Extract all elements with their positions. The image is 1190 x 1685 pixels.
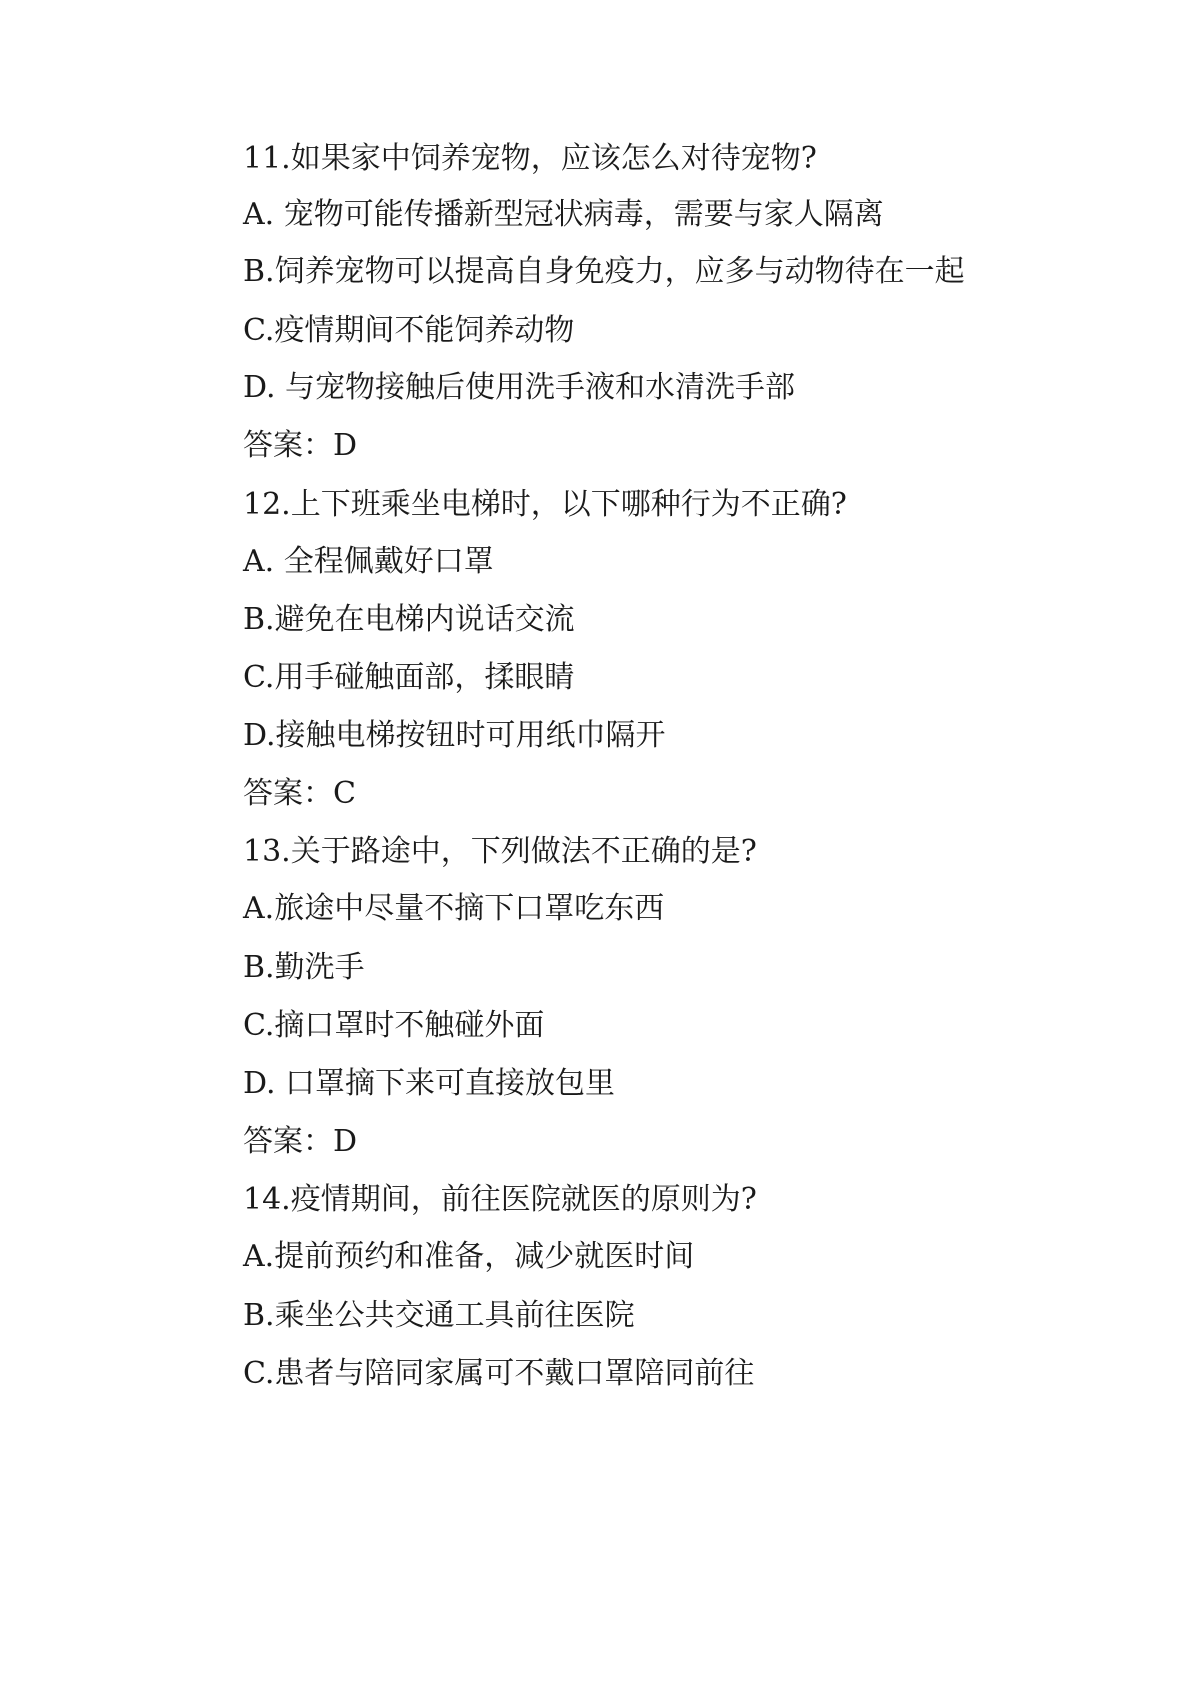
question-12-option-a: A. 全程佩戴好口罩 xyxy=(243,544,494,579)
question-14-option-b: B.乘坐公共交通工具前往医院 xyxy=(243,1298,635,1333)
question-13-option-a: A.旅途中尽量不摘下口罩吃东西 xyxy=(243,891,665,926)
question-13-text: 13.关于路途中，下列做法不正确的是? xyxy=(243,834,757,869)
question-12-option-c: C.用手碰触面部，揉眼睛 xyxy=(243,660,575,695)
question-12-text: 12.上下班乘坐电梯时，以下哪种行为不正确? xyxy=(243,487,847,522)
question-14-text: 14.疫情期间，前往医院就医的原则为? xyxy=(243,1182,757,1217)
question-13-answer: 答案：D xyxy=(243,1124,358,1159)
question-11-option-d: D. 与宠物接触后使用洗手液和水清洗手部 xyxy=(243,370,796,405)
question-13-option-c: C.摘口罩时不触碰外面 xyxy=(243,1008,545,1043)
question-11-option-c: C.疫情期间不能饲养动物 xyxy=(243,313,575,348)
question-11-answer: 答案：D xyxy=(243,428,358,463)
question-11-text: 11.如果家中饲养宠物，应该怎么对待宠物? xyxy=(243,141,817,176)
question-11-option-b: B.饲养宠物可以提高自身免疫力，应多与动物待在一起 xyxy=(243,254,965,289)
question-14-option-c: C.患者与陪同家属可不戴口罩陪同前往 xyxy=(243,1356,755,1391)
question-13-option-d: D. 口罩摘下来可直接放包里 xyxy=(243,1066,616,1101)
question-12-answer: 答案：C xyxy=(243,776,356,811)
question-12-option-d: D.接触电梯按钮时可用纸巾隔开 xyxy=(243,718,666,753)
question-13-option-b: B.勤洗手 xyxy=(243,950,365,985)
question-14-option-a: A.提前预约和准备，减少就医时间 xyxy=(243,1239,695,1274)
question-12-option-b: B.避免在电梯内说话交流 xyxy=(243,602,575,637)
question-11-option-a: A. 宠物可能传播新型冠状病毒，需要与家人隔离 xyxy=(243,197,884,232)
